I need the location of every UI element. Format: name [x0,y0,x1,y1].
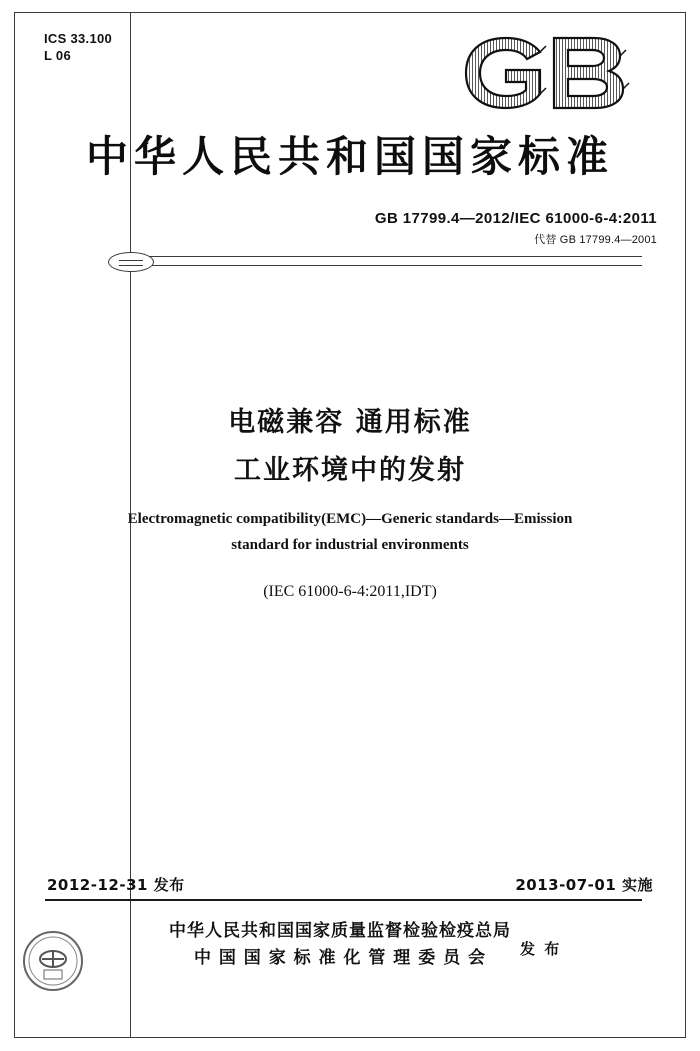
subject-title-en-line-1: Electromagnetic compatibility(EMC)—Generic standards—Emission [127,511,573,527]
issuer-line-1: 中华人民共和国国家质量监督检验检疫总局 [169,921,511,941]
ics-line-1: ICS 33.100 [44,31,113,46]
iec-equivalence-note: (IEC 61000-6-4:2011,IDT) [263,583,437,600]
page-title: 中华人民共和国国家标准 [85,132,614,181]
divider-lower [131,265,642,266]
standard-number: GB 17799.4—2012/IEC 61000-6-4:2011 [374,210,657,227]
ics-line-2: L 06 [44,48,71,63]
subject-title-cn-line-1: 电磁兼容 通用标准 [228,407,472,438]
issue-date: 2012-12-31 发布 [47,876,185,894]
divider-upper [131,256,642,257]
issue-word: 发 布 [520,940,562,958]
standard-number-block [375,210,657,247]
gb-logo [460,34,660,112]
subject-title-en-line-2: standard for industrial environments [231,537,469,553]
ornament-icon [108,252,154,272]
replaces-note: 代替 GB 17799.4—2001 [534,234,657,246]
issuer-line-2: 中 国 国 家 标 准 化 管 理 委 员 会 [193,948,487,968]
divider-bottom [45,899,642,901]
implementation-date: 2013-07-01 实施 [515,876,653,894]
ics-classification [44,30,112,64]
issuer-emblem-icon [22,930,84,992]
issuer-block [120,918,560,972]
subject-title-cn-line-2: 工业环境中的发射 [234,455,466,486]
